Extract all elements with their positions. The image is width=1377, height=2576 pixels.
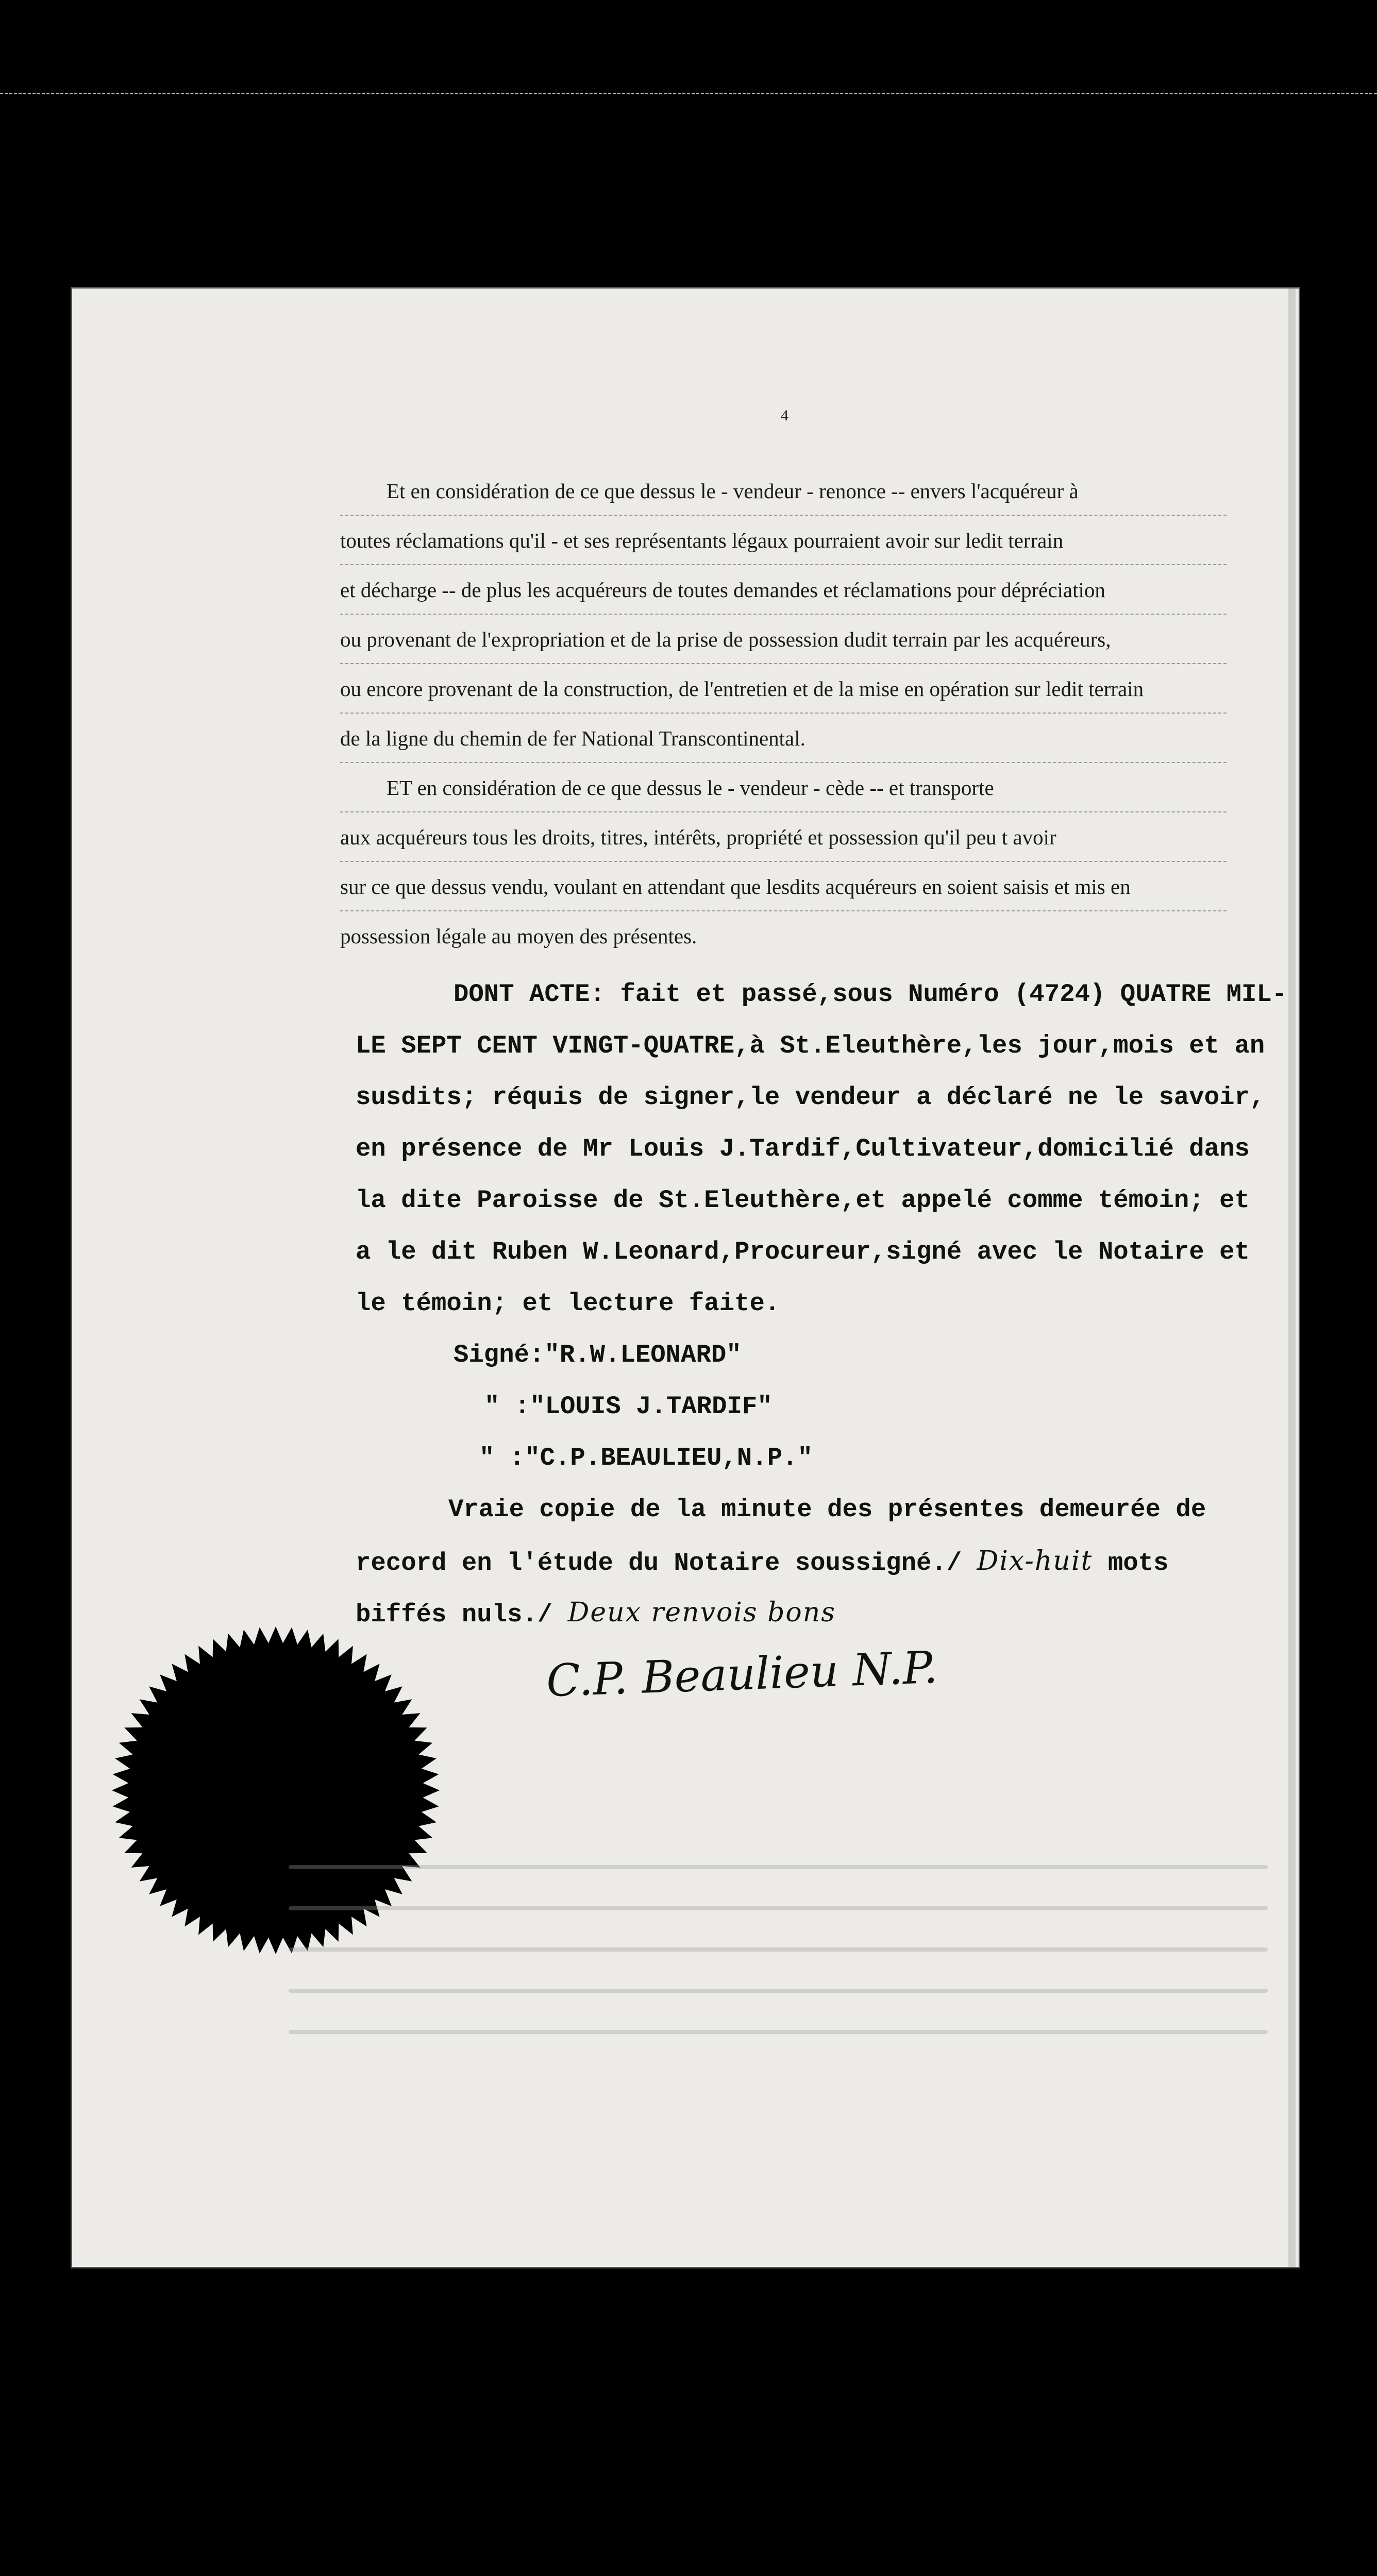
typed-segment: record en l'étude du Notaire soussigné./ [356, 1549, 962, 1578]
bleed-through-text [289, 1865, 1268, 2133]
typed-line: a le dit Ruben W.Leonard,Procureur,signé avec le Notaire et [356, 1238, 1250, 1266]
typed-line: " :"C.P.BEAULIEU,N.P." [479, 1444, 813, 1472]
bleed-through-line [289, 2030, 1268, 2034]
typed-segment: mots [1107, 1549, 1169, 1578]
printed-line: ou encore provenant de la construction, de l'entretien et de la mise en opération sur ledit terrain [340, 664, 1227, 714]
typed-segment: biffés nuls./ [356, 1600, 553, 1629]
bleed-through-line [289, 1906, 1268, 1910]
handwritten-insert: Dix-huit [977, 1546, 1093, 1577]
printed-line: sur ce que dessus vendu, voulant en attendant que lesdits acquéreurs en soient saisis et mis en [340, 862, 1227, 911]
typed-line: " :"LOUIS J.TARDIF" [484, 1392, 773, 1421]
bleed-through-line [289, 1865, 1268, 1869]
typed-line: DONT ACTE: fait et passé,sous Numéro (4724) QUATRE MIL- [454, 980, 1287, 1009]
scan-top-rule [0, 93, 1377, 94]
typed-line: le témoin; et lecture faite. [356, 1289, 780, 1318]
handwritten-insert: Deux renvois bons [567, 1597, 836, 1628]
typed-line: en présence de Mr Louis J.Tardif,Cultivateur,domicilié dans [356, 1134, 1250, 1163]
notary-signature: C.P. Beaulieu N.P. [545, 1641, 938, 1707]
typed-line: la dite Paroisse de St.Eleuthère,et appelé comme témoin; et [356, 1186, 1250, 1215]
typed-line: LE SEPT CENT VINGT-QUATRE,à St.Eleuthère,les jour,mois et an [356, 1031, 1265, 1060]
bleed-through-line [289, 1947, 1268, 1952]
printed-line: ET en considération de ce que dessus le - vendeur - cède -- et transporte [340, 763, 1227, 812]
printed-line: toutes réclamations qu'il - et ses représentants légaux pourraient avoir sur ledit terrain [340, 516, 1227, 565]
printed-line: ou provenant de l'expropriation et de la prise de possession dudit terrain par les acquéreurs, [340, 615, 1227, 664]
printed-line: possession légale au moyen des présentes. [340, 924, 697, 948]
typed-line: Vraie copie de la minute des présentes demeurée de [448, 1495, 1206, 1524]
page-edge [1288, 289, 1296, 2267]
typed-line: susdits; réquis de signer,le vendeur a déclaré ne le savoir, [356, 1083, 1265, 1112]
printed-line: de la ligne du chemin de fer National Transcontinental. [340, 714, 1227, 763]
typed-line [356, 1587, 1268, 1638]
page-number: 4 [781, 407, 788, 424]
printed-line: et décharge -- de plus les acquéreurs de toutes demandes et réclamations pour dépréciation [340, 565, 1227, 615]
typed-line: Signé:"R.W.LEONARD" [454, 1341, 742, 1369]
typed-line [356, 1535, 1268, 1587]
printed-line: aux acquéreurs tous les droits, titres, intérêts, propriété et possession qu'il peu t avoir [340, 812, 1227, 862]
bleed-through-line [289, 1989, 1268, 1993]
typed-act [356, 969, 1287, 1638]
printed-line: Et en considération de ce que dessus le - vendeur - renonce -- envers l'acquéreur à [340, 466, 1227, 516]
printed-clauses [340, 466, 1227, 961]
